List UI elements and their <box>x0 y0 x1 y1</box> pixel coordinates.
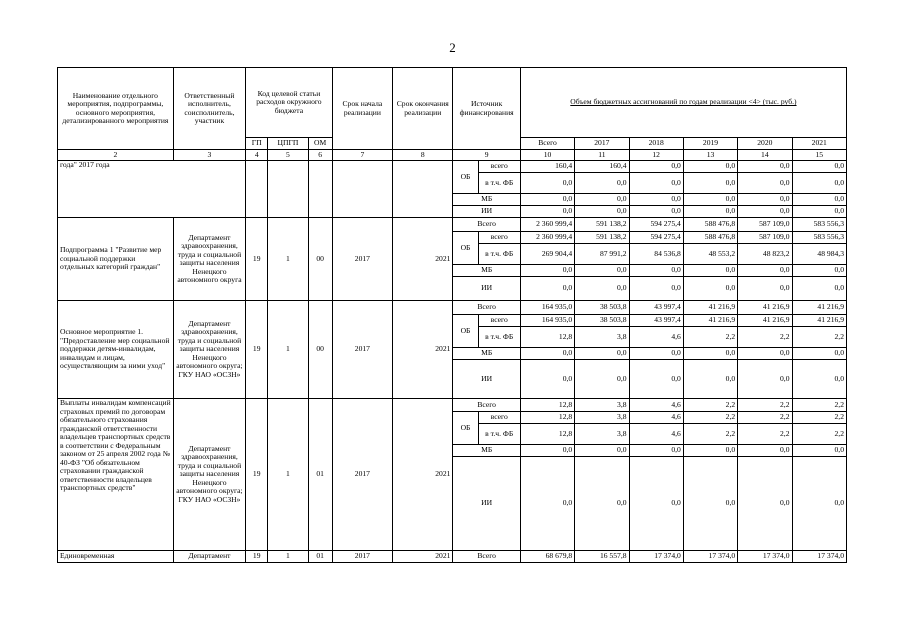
value-cell: 0,0 <box>629 457 683 551</box>
value-cell: 0,0 <box>575 194 629 206</box>
row-name: года" 2017 года <box>58 161 246 218</box>
header-row <box>58 68 847 138</box>
row-start: 2017 <box>332 551 392 563</box>
source-mb: МБ <box>453 194 520 206</box>
value-cell: 84 536,8 <box>629 244 683 265</box>
value-cell: 17 374,0 <box>792 551 847 563</box>
value-cell: 68 679,8 <box>520 551 574 563</box>
header-volume: Объем бюджетных ассигнований по годам реализации <4> (тыс. руб.) <box>520 68 846 138</box>
header-year: 2021 <box>792 138 847 150</box>
column-number: 10 <box>520 150 574 161</box>
source-vsego: всего <box>478 161 520 173</box>
value-cell: 2 360 999,4 <box>520 232 574 244</box>
source-ob: ОБ <box>453 412 478 445</box>
source-fb: в т.ч. ФБ <box>478 327 520 348</box>
value-cell: 3,8 <box>575 412 629 424</box>
value-cell: 0,0 <box>738 348 792 360</box>
value-cell: 0,0 <box>738 457 792 551</box>
row-gp: 19 <box>246 551 268 563</box>
row-start: 2017 <box>332 399 392 551</box>
value-cell: 0,0 <box>520 173 574 194</box>
source-mb: МБ <box>453 348 520 360</box>
row-cpgp: 1 <box>268 218 308 301</box>
value-cell: 160,4 <box>520 161 574 173</box>
value-cell: 48 823,2 <box>738 244 792 265</box>
row-executor: Департамент здравоохранения, труда и социальной защиты населения Ненецкого автономного округа; ГКУ НАО «ОСЗН» <box>173 301 245 399</box>
source-mb: МБ <box>453 265 520 277</box>
column-number: 12 <box>629 150 683 161</box>
value-cell: 588 476,8 <box>683 232 737 244</box>
row-end: 2021 <box>393 218 453 301</box>
value-cell: 0,0 <box>629 277 683 301</box>
table-row <box>58 551 847 563</box>
value-cell: 2,2 <box>792 424 847 445</box>
value-cell: 2,2 <box>738 399 792 412</box>
source-fb: в т.ч. ФБ <box>478 424 520 445</box>
value-cell: 0,0 <box>520 360 574 399</box>
value-cell: 12,8 <box>520 424 574 445</box>
header-source: Источник финансирования <box>453 68 520 150</box>
row-om: 01 <box>308 551 332 563</box>
value-cell: 2,2 <box>683 327 737 348</box>
row-cpgp: 1 <box>268 551 308 563</box>
table-row <box>58 399 847 412</box>
value-cell: 41 216,9 <box>792 301 847 315</box>
header-total: Всего <box>520 138 574 150</box>
header-cpgp: ЦПГП <box>268 138 308 150</box>
value-cell: 0,0 <box>629 194 683 206</box>
header-year: 2020 <box>738 138 792 150</box>
value-cell: 0,0 <box>575 457 629 551</box>
value-cell: 0,0 <box>575 348 629 360</box>
value-cell: 0,0 <box>520 194 574 206</box>
value-cell: 4,6 <box>629 399 683 412</box>
value-cell: 43 997,4 <box>629 315 683 327</box>
value-cell: 0,0 <box>683 277 737 301</box>
value-cell: 0,0 <box>738 194 792 206</box>
header-start: Срок начала реализации <box>332 68 392 150</box>
value-cell: 17 374,0 <box>683 551 737 563</box>
value-cell: 0,0 <box>738 360 792 399</box>
budget-table <box>57 67 847 563</box>
column-number: 9 <box>453 150 520 161</box>
value-cell: 4,6 <box>629 412 683 424</box>
header-name: Наименование отдельного мероприятия, подпрограммы, основного мероприятия, детализированного мероприятия <box>58 68 174 150</box>
column-number: 11 <box>575 150 629 161</box>
source-fb: в т.ч. ФБ <box>478 173 520 194</box>
row-om: 00 <box>308 218 332 301</box>
value-cell: 0,0 <box>575 206 629 218</box>
value-cell: 0,0 <box>683 194 737 206</box>
value-cell: 41 216,9 <box>738 301 792 315</box>
value-cell: 16 557,8 <box>575 551 629 563</box>
row-name: Выплаты инвалидам компенсаций страховых премий по договорам обязательного страхования гражданской ответственности владельцев транспортных средств в соответствии с Федеральным законом от 25 апреля 2002 года № 40-ФЗ "Об обязательном страховании гражданской ответственности владельцев транспортных средств" <box>58 399 174 551</box>
column-number: 7 <box>332 150 392 161</box>
column-number: 8 <box>393 150 453 161</box>
value-cell: 0,0 <box>683 348 737 360</box>
row-gp: 19 <box>246 218 268 301</box>
value-cell: 594 275,4 <box>629 232 683 244</box>
value-cell: 12,8 <box>520 412 574 424</box>
value-cell: 38 503,8 <box>575 315 629 327</box>
table-row <box>58 301 847 315</box>
value-cell: 38 503,8 <box>575 301 629 315</box>
value-cell: 0,0 <box>520 206 574 218</box>
value-cell: 43 997,4 <box>629 301 683 315</box>
table-row <box>58 218 847 232</box>
row-end: 2021 <box>393 301 453 399</box>
source-ii: ИИ <box>453 457 520 551</box>
column-number-row <box>58 150 847 161</box>
source-fb: в т.ч. ФБ <box>478 244 520 265</box>
value-cell: 4,6 <box>629 424 683 445</box>
value-cell: 591 138,2 <box>575 218 629 232</box>
source-total: Всего <box>453 301 520 315</box>
value-cell: 41 216,9 <box>683 315 737 327</box>
value-cell: 17 374,0 <box>629 551 683 563</box>
row-om: 01 <box>308 399 332 551</box>
value-cell: 41 216,9 <box>792 315 847 327</box>
header-year: 2018 <box>629 138 683 150</box>
value-cell: 0,0 <box>792 161 847 173</box>
value-cell: 48 553,2 <box>683 244 737 265</box>
value-cell: 0,0 <box>520 457 574 551</box>
value-cell: 0,0 <box>792 445 847 457</box>
column-number: 5 <box>268 150 308 161</box>
value-cell: 0,0 <box>683 457 737 551</box>
value-cell: 164 935,0 <box>520 301 574 315</box>
column-number: 13 <box>683 150 737 161</box>
value-cell: 0,0 <box>629 161 683 173</box>
value-cell: 0,0 <box>520 265 574 277</box>
value-cell: 0,0 <box>683 206 737 218</box>
value-cell: 17 374,0 <box>738 551 792 563</box>
source-ii: ИИ <box>453 277 520 301</box>
header-gp: ГП <box>246 138 268 150</box>
row-end: 2021 <box>393 399 453 551</box>
value-cell: 2,2 <box>683 412 737 424</box>
header-year: 2019 <box>683 138 737 150</box>
column-number: 15 <box>792 150 847 161</box>
row-gp: 19 <box>246 301 268 399</box>
row-executor: Департамент здравоохранения, труда и социальной защиты населения Ненецкого автономного округа; ГКУ НАО «ОСЗН» <box>173 399 245 551</box>
row-name: Единовременная <box>58 551 174 563</box>
source-vsego: всего <box>478 315 520 327</box>
value-cell: 0,0 <box>520 445 574 457</box>
value-cell: 0,0 <box>738 265 792 277</box>
value-cell: 591 138,2 <box>575 232 629 244</box>
value-cell: 269 904,4 <box>520 244 574 265</box>
source-ii: ИИ <box>453 206 520 218</box>
value-cell: 2 360 999,4 <box>520 218 574 232</box>
source-total: Всего <box>453 399 520 412</box>
table-row <box>58 161 847 173</box>
value-cell: 0,0 <box>738 277 792 301</box>
row-executor: Департамент здравоохранения, труда и социальной защиты населения Ненецкого автономного округа <box>173 218 245 301</box>
value-cell: 2,2 <box>792 327 847 348</box>
header-end: Срок окончания реализации <box>393 68 453 150</box>
value-cell: 2,2 <box>683 424 737 445</box>
value-cell: 0,0 <box>683 445 737 457</box>
value-cell: 583 556,3 <box>792 232 847 244</box>
value-cell: 0,0 <box>683 360 737 399</box>
page-number: 2 <box>449 40 456 55</box>
value-cell: 0,0 <box>683 173 737 194</box>
row-start: 2017 <box>332 218 392 301</box>
column-number: 14 <box>738 150 792 161</box>
header-code: Код целевой статьи расходов окружного бюджета <box>246 68 333 138</box>
value-cell: 0,0 <box>575 265 629 277</box>
value-cell: 0,0 <box>629 206 683 218</box>
column-number: 4 <box>246 150 268 161</box>
value-cell: 0,0 <box>792 265 847 277</box>
value-cell: 164 935,0 <box>520 315 574 327</box>
header-executor: Ответственный исполнитель, соисполнитель, участник <box>173 68 245 150</box>
value-cell: 0,0 <box>738 161 792 173</box>
value-cell: 0,0 <box>738 445 792 457</box>
value-cell: 0,0 <box>575 277 629 301</box>
row-cpgp: 1 <box>268 301 308 399</box>
column-number: 3 <box>173 150 245 161</box>
value-cell: 2,2 <box>738 424 792 445</box>
row-start: 2017 <box>332 301 392 399</box>
column-number: 2 <box>58 150 174 161</box>
source-ob: ОБ <box>453 232 478 265</box>
value-cell: 0,0 <box>629 348 683 360</box>
value-cell: 0,0 <box>738 206 792 218</box>
value-cell: 3,8 <box>575 399 629 412</box>
row-name: Подпрограмма 1 "Развитие мер социальной поддержки отдельных категорий граждан" <box>58 218 174 301</box>
value-cell: 0,0 <box>629 360 683 399</box>
value-cell: 0,0 <box>738 173 792 194</box>
value-cell: 594 275,4 <box>629 218 683 232</box>
value-cell: 3,8 <box>575 424 629 445</box>
value-cell: 2,2 <box>738 412 792 424</box>
value-cell: 87 991,2 <box>575 244 629 265</box>
value-cell: 160,4 <box>575 161 629 173</box>
row-cpgp: 1 <box>268 399 308 551</box>
value-cell: 0,0 <box>575 360 629 399</box>
value-cell: 0,0 <box>629 173 683 194</box>
row-end: 2021 <box>393 551 453 563</box>
value-cell: 3,8 <box>575 327 629 348</box>
row-gp: 19 <box>246 399 268 551</box>
value-cell: 12,8 <box>520 327 574 348</box>
value-cell: 0,0 <box>575 173 629 194</box>
value-cell: 41 216,9 <box>683 301 737 315</box>
row-name: Основное мероприятие 1. "Предоставление мер социальной поддержки детям-инвалидам, инвалидам и лицам, осуществляющим за ними уход" <box>58 301 174 399</box>
value-cell: 0,0 <box>683 265 737 277</box>
value-cell: 2,2 <box>738 327 792 348</box>
value-cell: 0,0 <box>792 277 847 301</box>
value-cell: 12,8 <box>520 399 574 412</box>
source-ii: ИИ <box>453 360 520 399</box>
value-cell: 0,0 <box>792 348 847 360</box>
value-cell: 2,2 <box>792 399 847 412</box>
column-number: 6 <box>308 150 332 161</box>
value-cell: 588 476,8 <box>683 218 737 232</box>
value-cell: 0,0 <box>792 206 847 218</box>
source-ob: ОБ <box>453 315 478 348</box>
source-total: Всего <box>453 551 520 563</box>
value-cell: 0,0 <box>629 265 683 277</box>
value-cell: 2,2 <box>683 399 737 412</box>
value-cell: 0,0 <box>575 445 629 457</box>
value-cell: 0,0 <box>792 360 847 399</box>
value-cell: 0,0 <box>683 161 737 173</box>
source-ob: ОБ <box>453 161 478 194</box>
header-om: ОМ <box>308 138 332 150</box>
value-cell: 4,6 <box>629 327 683 348</box>
source-total: Всего <box>453 218 520 232</box>
value-cell: 0,0 <box>792 173 847 194</box>
value-cell: 0,0 <box>792 194 847 206</box>
source-vsego: всего <box>478 412 520 424</box>
value-cell: 587 109,0 <box>738 232 792 244</box>
value-cell: 48 984,3 <box>792 244 847 265</box>
value-cell: 0,0 <box>792 457 847 551</box>
value-cell: 587 109,0 <box>738 218 792 232</box>
value-cell: 0,0 <box>629 445 683 457</box>
header-year: 2017 <box>575 138 629 150</box>
value-cell: 0,0 <box>520 348 574 360</box>
value-cell: 583 556,3 <box>792 218 847 232</box>
row-om: 00 <box>308 301 332 399</box>
value-cell: 41 216,9 <box>738 315 792 327</box>
source-mb: МБ <box>453 445 520 457</box>
value-cell: 0,0 <box>520 277 574 301</box>
row-executor: Департамент <box>173 551 245 563</box>
source-vsego: всего <box>478 232 520 244</box>
value-cell: 2,2 <box>792 412 847 424</box>
